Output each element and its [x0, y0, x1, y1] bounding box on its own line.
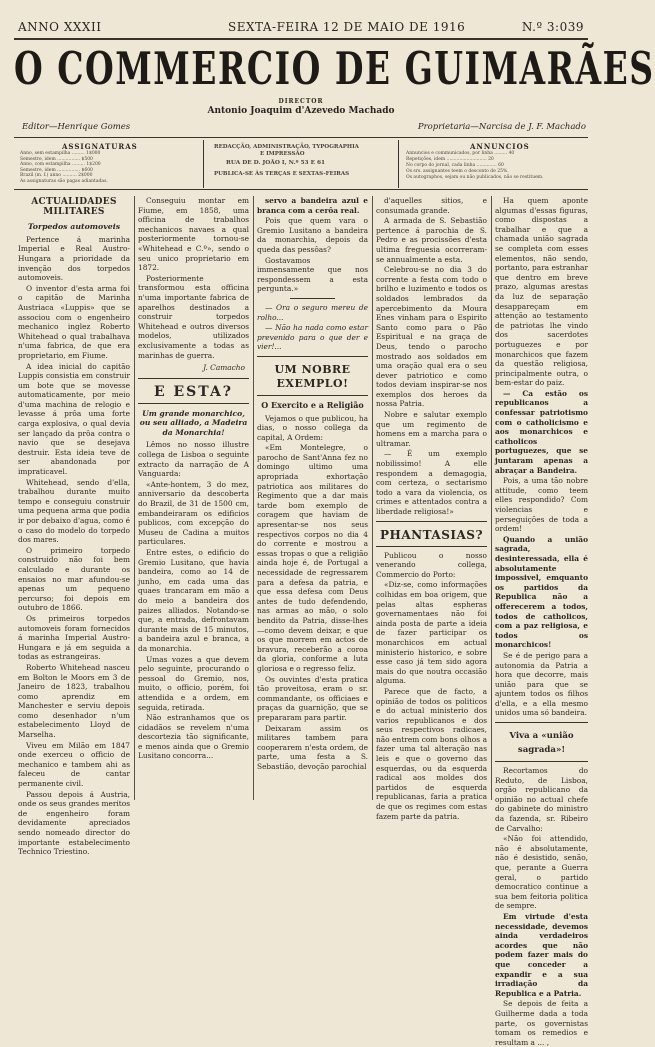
author-signature: J. Camacho [203, 363, 245, 373]
paragraph: d'aquelles sitios, e consumada grande. [376, 196, 487, 215]
paragraph: «Em Montelegre, o parocho de Sant'Anna fez no domingo ultimo uma apropriada exhortação patriotica aos militares do Regimento que a dar mais tarde bom exemplo de coragem que haviam de apresentar-se nos seus respectivos corpos no dia 4 do corrente e mostrou a essas tropas o que a religião ainda hoje é, de Portugal a necessidade de regressarem para a defesa da patria, e que essa defesa com Deus antes de tudo defendendo, nas armas ao mão, o solo bendito da Patria, disse-lhes—como devem deixar, e que os que morrem em actos de bravura, receberão a coroa da gloria, conforme a luta gloriosa e o regresso feliz. [257, 443, 368, 673]
date-label: SEXTA-FEIRA 12 DE MAIO DE 1916 [228, 20, 466, 34]
paragraph: Lêmos no nosso illustre collega de Lisboa o seguinte extracto da narração de A Vanguarda: [138, 440, 249, 479]
paragraph: Viveu em Milão em 1847 onde exerceu o officio de mechanico e tambem ahi as faleceu de cantar permanente civil. [18, 740, 130, 789]
paragraph: Recortamos do Reduto, de Lisboa, orgão republicano da opinião no actual chefe do gabinete do ministro da fazenda, sr. Ribeiro de Carvalho: [495, 766, 588, 833]
paragraph: Nobre e salutar exemplo que um regimento de homens em a marcha para o ultramar. [376, 410, 487, 448]
subscription-line: Semestre, idem ................ $600 [20, 167, 93, 173]
column-rule [372, 196, 373, 800]
paragraph: Ha quem aponte algumas d'essas figuras, como dispostas a trabalhar e que a chamada união sagrada se completa com esses elementos, não sendo, portanto, para estranhar que dentro em breve prazo, algumas arestas da luz de separação desappareçam em attenção ao testamento de patriotas lhe vindo dos sacerdotes portuguezes e por monarchicos que fazem da questão religiosa, principalmente outra, o bem-estar do paiz. [495, 196, 588, 388]
paragraph: Quando a união sagrada, desinteressada, ella é absolutamente impossivel, emquanto os partidos da Republica não a offerecerem a todos, todos de catholicos, com a paz religiosa, e todos os monarchicos! [495, 534, 588, 650]
headline-box [257, 356, 368, 396]
subscription-line: As assignaturas são pagas adiantadas. [20, 178, 108, 184]
paragraph: Roberto Whitehead nasceu em Bolton le Moors em 3 de Janeiro de 1823, trabalhou como aprendiz em Manchester e serviu depois como desenhador n'um estabelecimento Lloyd de Marselha. [18, 662, 130, 740]
paragraph: Celebrou-se no dia 3 do corrente a festa com todo o brilho e luzimento e todos os soldados lembrados da apercebimento da Moura Enes vinham para o Espirito Santo como para o Pão Espiritual e na graça de Deus, tendo o parocho mostrado aos soldados em uma oração qual era o seu dever patriotico e como todos deviam inspirar-se nos exemplos dos heroes da nossa Patria. [376, 265, 487, 409]
paragraph: Deixaram assim os militares tambem para cooperarem n'esta ordem, de parte, uma festa a S. Sebastião, devoção parochial [257, 723, 368, 771]
ads-title: ANNUNCIOS [470, 142, 530, 151]
subscription-line: Anno, com estampilha ......... 1$200 [20, 162, 101, 167]
article-title: E ESTA? [153, 383, 234, 400]
paragraph: Entre estes, o edificio do Gremio Lusitano, que havia bandeira, como ao 14 de junho, em cada uma das quaes trancaram em mão a do meio a bandeira dos paizes alliados. Notando-se que, a entrada, defrontavam durante mais de 15 minutos, a bandeira azul e branca, a da monarchia. [138, 548, 249, 653]
ads-line: Os srs. assignantes teem o desconto de 25%. [406, 169, 509, 174]
paragraph: Gostavamos immensamente que nos respondessem a esta pergunta.» [257, 255, 368, 294]
paragraph: Passou depois á Austria, onde os seus grandes meritos de engenheiro foram devidamente apreciados sendo nomeado director do importante estabelecimento Technico Triestino. [18, 789, 130, 857]
issue-number: N.º 3:039 [521, 20, 584, 34]
column-2 [138, 196, 249, 800]
paragraph: Whitehead, sendo d'ella, trabalhou durante muito tempo e conseguiu construir uma pequena arma que podia ir por debaixo d'agua, como é o caso do modelo do torpedo dos mares. [18, 477, 130, 545]
column-4 [376, 196, 487, 821]
director-name: Antonio Joaquim d'Azevedo Machado [207, 106, 395, 116]
paragraph: Não estranhamos que os cidadãos se revelem n'uma descortezia tão significante, e menos ainda que o Gremio Lusitano concorra... [138, 713, 249, 761]
paragraph: Se depois de feita a Guilherme dada a toda parte, os governistas tomam os remedios e resultam a ... , [495, 999, 588, 1047]
subscription-line: Anno, sem estampilha ......... 1$000 [20, 151, 101, 156]
paragraph: Posteriormente transformou esta officina n'uma importante fabrica de aparelhos destinados a construir torpedos Whitehead e outros diversos modelos, utilizados exclusivamente a todas as marinhas de guerra. [138, 273, 249, 360]
ads-line: Repetições, idem ............................ 20 [406, 157, 494, 162]
paragraph: Publicou o nosso venerando collega, Commercio do Porto: [376, 550, 487, 579]
article-subtitle: Um grande monarchico, ou seu alliado, a Madeira da Monarchia! [139, 408, 248, 437]
paragraph: — É um exemplo nobilissimo! A elle respondem a demagogia, com certeza, o sectarismo todo a vara da violencia, os crimes e attentados contra a liberdade religiosa!» [376, 449, 487, 516]
subscriptions-title: ASSIGNATURAS [62, 142, 138, 151]
paragraph: O primeiro torpedo construido não foi bem calculado e durante os ensaios no mar afundou-se apenas um pequeno percurso; foi depois em outubro de 1866. [18, 545, 130, 613]
office-days: PUBLICA-SE ÀS TERÇAS E SEXTAS-FEIRAS [214, 171, 350, 177]
paragraph: A armada de S. Sebastião pertence á parochia de S. Pedro e as procissões d'esta ultima freguesia ocorreram-se annualmente a esta. [376, 216, 487, 264]
director-block [0, 98, 602, 122]
paragraph: — Não ha nada como estar prevenido para o que der e vier!... [257, 323, 368, 352]
subscription-line: Brazil (m. f.) anno .......... 2$000 [20, 173, 93, 178]
paragraph: Os ouvintes d'esta pratica tão proveitosa, eram o sr. commandante, os officiaes e praças da guarnição, que se prepararam para partir. [257, 674, 368, 722]
paragraph: Os primeiros torpedos automoveis foram fornecidos á marinha Imperial Austro-Hungara e já em seguida a todas as estrangeiras. [18, 613, 130, 662]
paragraph: Umas vozes a que devem pelo seguinte, procurando o pessoal do Gremio, nos, muito, o officio, porém, foi attendida e a ordem, em seguida, retirada. [138, 654, 249, 712]
owner-name: Proprietaria—Narcisa de J. F. Machado [417, 122, 586, 132]
paragraph: «Ante-hontem, 3 do mez, anniversario da descoberta do Brazil, de 31 de 1500 cm, embandeiraram os edificios publicos, com excepção do Museu de Cadina a muitos particulares. [138, 479, 249, 547]
subscription-line: Semestre, idem ................ $500 [20, 156, 93, 162]
separator [290, 298, 334, 299]
office-line-2: E IMPRESSÃO [260, 151, 305, 157]
paragraph: Conseguiu montar em Fiume, em 1858, uma officina de trabalhos mechanicos navaes a qual posteriormente tornou-se «Whitehead e C.º», sendo o seu unico proprietario em 1872. [138, 196, 249, 273]
info-rule [14, 189, 588, 190]
paragraph: — Ca estão os republicanos a confessar patriotismo com o catholicismo e aos monarchicos e catholicos portuguezes, que se juntaram apenas a abraçar a Bandeira. [495, 388, 588, 475]
article-subtitle: O Exercito e a Religião [261, 399, 364, 410]
info-divider [398, 140, 399, 188]
paragraph: Vejamos o que publicou, ha dias, o nosso collega da capital, A Ordem: [257, 413, 368, 442]
info-divider [203, 140, 204, 188]
headline-box [138, 378, 249, 404]
column-5 [495, 196, 588, 1047]
editor-name: Editor—Henrique Gomes [22, 122, 131, 132]
masthead-title: O COMMERCIO DE GUIMARÃES [14, 42, 655, 95]
ads-line: No corpo do jornal, cada linha .............. 60 [406, 163, 504, 168]
paragraph: Pois que quem vara o Gremio Lusitano a bandeira da monarchia, depois da queda das pessôas? [257, 216, 368, 254]
header-rule [14, 137, 588, 138]
article-title: Viva a «união sagrada»! [509, 731, 574, 756]
column-1 [18, 196, 130, 857]
paragraph: Parece que de facto, a opinião de todos os politicos e do actual ministerio dos varios republicanos e dos seus respectivos radicaes, não entrem com bons olhos a fazer uma tal alteração nas leis e que o governo das esquerdas, ou da esquerda radical aos moldes dos partidos de esquerda republicanas, faria a pratica de que os regimes com estas fazem parte da patria. [376, 686, 487, 821]
ads-line: Os autographos, sejam ou não publicados, não se restituem. [406, 175, 544, 180]
paragraph: Pois, a uma tão nobre attitude, como teem elles respondido? Com violencias e perseguições de toda a ordem! [495, 476, 588, 534]
office-line: REDACÇÃO, ADMINISTRAÇÃO, TYPOGRAPHIA [214, 144, 359, 150]
paragraph: «Diz-se, como informações colhidas em boa origem, que pelas altas espheras governamentaes não foi ainda posta de parte a ideia de fazer participar os monarchicos em actual ministerio historico, e sobre esse caso já tem sido agora mais do que noutra occasião alguma. [376, 580, 487, 686]
article-title: UM NOBRE EXEMPLO! [274, 362, 351, 390]
headline-box [376, 521, 487, 547]
paragraph: Se é de perigo para a autonomia da Patria a hora que decorre, mais união para que se ajuntem todos os filhos d'ella, e a ella mesmo unidos uma só bandeira. [495, 650, 588, 718]
year-label: ANNO XXXII [18, 20, 102, 34]
ads-line: Annuncios e communicados, por linha ......... 40 [406, 151, 515, 156]
paragraph: Em virtude d'esta necessidade, devemos ainda verdadeiros acordes que não podem fazer mais do que conceder a expandir e a sua irradiação da Republica e a Patria. [495, 911, 588, 998]
paragraph: Pertence á marinha Imperial e Real Austro-Hungara a prioridade da invenção dos torpedos automoveis. [18, 234, 130, 283]
headline-box [495, 722, 588, 762]
column-rule [253, 196, 254, 800]
director-label: DIRECTOR [278, 98, 324, 105]
paragraph: servo a bandeira azul e branca com a cerôa real. [257, 196, 368, 215]
column-rule [134, 196, 135, 800]
paragraph: A idea inicial do capitão Luppis consistia em construir um bote que se movesse automaticamente, por meio d'uma machina de relogio e levasse á prôa uma forte carga explosiva, o qual devia ser lançado da prôa contra o navio que se desejava destruir. Esta ideia teve de ser abandonada por impraticavel. [18, 361, 130, 477]
column-rule [491, 196, 492, 800]
paragraph: — Ora o seguro mereu de rolho... [257, 302, 368, 322]
paragraph: «Não foi attendido, não é absolutamente, não é desistido, senão, que, perante a Guerra geral, o partido democratico continue a sua bem feitoria politica de sempre. [495, 834, 588, 911]
article-title: ACTUALIDADES MILITARES [31, 197, 117, 217]
article-subtitle: Torpedos automoveis [27, 222, 121, 232]
office-address: RUA DE D. JOÃO I, N.º 53 E 61 [226, 160, 326, 166]
paragraph: O inventor d'esta arma foi o capitão de Marinha Austriaca «Luppis» que se associou com o engenheiro mechanico inglez Roberto Whitehead o qual trabalhava n'uma fabrica, de que era proprietario, em Fiume. [18, 283, 130, 360]
article-title: PHANTASIAS? [379, 527, 483, 542]
column-3 [257, 196, 368, 800]
